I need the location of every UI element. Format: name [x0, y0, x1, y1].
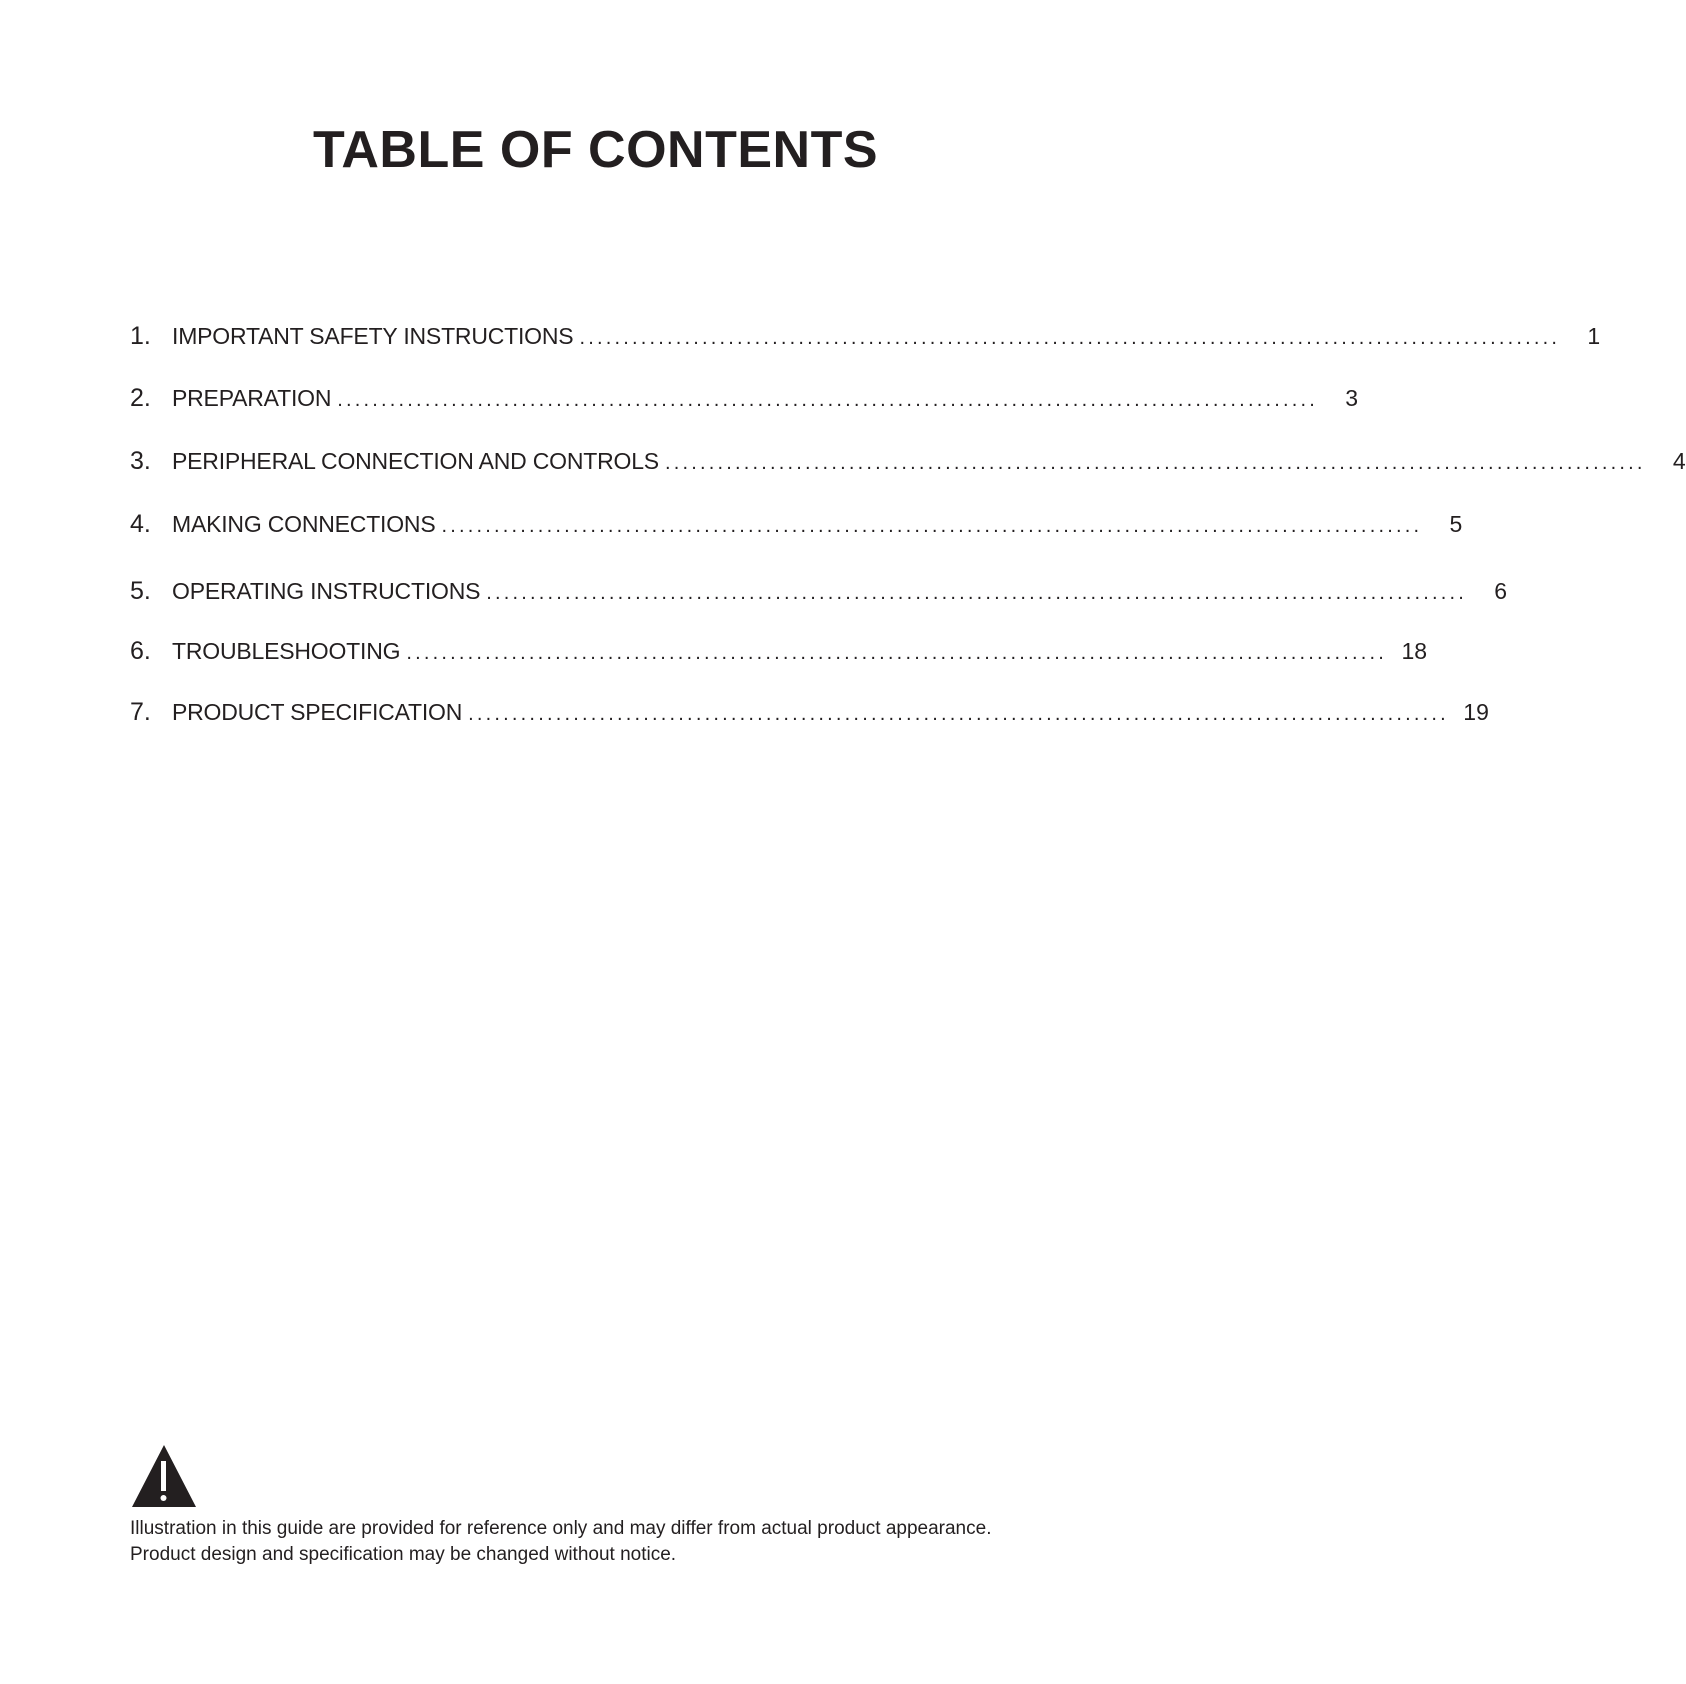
toc-entry-safety[interactable]: [130, 318, 1601, 354]
toc-entry-number: 4.: [130, 510, 151, 538]
toc-entry-number: 1.: [130, 322, 151, 350]
toc-entry-page: 6: [1494, 578, 1507, 604]
toc-entry-label: MAKING CONNECTIONS: [172, 511, 436, 537]
toc-entry-preparation[interactable]: [130, 380, 1358, 416]
toc-entry-peripheral[interactable]: [130, 443, 1686, 479]
toc-dot-leader: ................................................................................................................: [664, 452, 1646, 474]
toc-dot-leader: ................................................................................................................: [579, 327, 1561, 349]
toc-entry-page: 18: [1401, 638, 1428, 664]
toc-entry-number: 2.: [130, 384, 151, 412]
toc-dot-leader: ................................................................................................................: [337, 389, 1318, 411]
toc-entry-page: 5: [1449, 511, 1463, 537]
toc-entry-number: 3.: [130, 447, 151, 475]
toc-dot-leader: ................................................................................................................: [468, 703, 1449, 725]
toc-dot-leader: ................................................................................................................: [441, 515, 1423, 537]
disclaimer-line: Product design and specification may be changed without notice.: [130, 1544, 677, 1565]
toc-entry-label: OPERATING INSTRUCTIONS: [172, 578, 481, 604]
toc-entry-label: IMPORTANT SAFETY INSTRUCTIONS: [172, 323, 574, 349]
toc-entry-label: PERIPHERAL CONNECTION AND CONTROLS: [172, 448, 659, 474]
toc-entry-connections[interactable]: [130, 506, 1463, 542]
toc-entry-page: 19: [1463, 699, 1489, 725]
toc-entry-troubleshooting[interactable]: [130, 633, 1428, 669]
toc-entry-number: 6.: [130, 637, 151, 665]
toc-entry-page: 4: [1672, 448, 1686, 474]
table-of-contents: [0, 0, 1686, 800]
toc-entry-number: 7.: [130, 698, 151, 726]
toc-entry-page: 1: [1587, 323, 1601, 349]
toc-entry-label: PREPARATION: [172, 385, 332, 411]
warning-triangle-icon: [130, 1443, 198, 1509]
disclaimer-notice: [130, 1516, 1110, 1568]
toc-dot-leader: ................................................................................................................: [486, 582, 1467, 604]
disclaimer-line: Illustration in this guide are provided for reference only and may differ from actual product appearance.: [130, 1518, 992, 1539]
toc-dot-leader: ................................................................................................................: [406, 642, 1388, 664]
toc-entry-number: 5.: [130, 577, 151, 605]
toc-entry-label: PRODUCT SPECIFICATION: [172, 699, 463, 725]
toc-entry-page: 3: [1345, 385, 1358, 411]
toc-entry-operating[interactable]: [130, 573, 1507, 609]
toc-entry-specification[interactable]: [130, 694, 1489, 730]
toc-entry-label: TROUBLESHOOTING: [172, 638, 401, 664]
page-title: TABLE OF CONTENTS: [312, 121, 879, 179]
